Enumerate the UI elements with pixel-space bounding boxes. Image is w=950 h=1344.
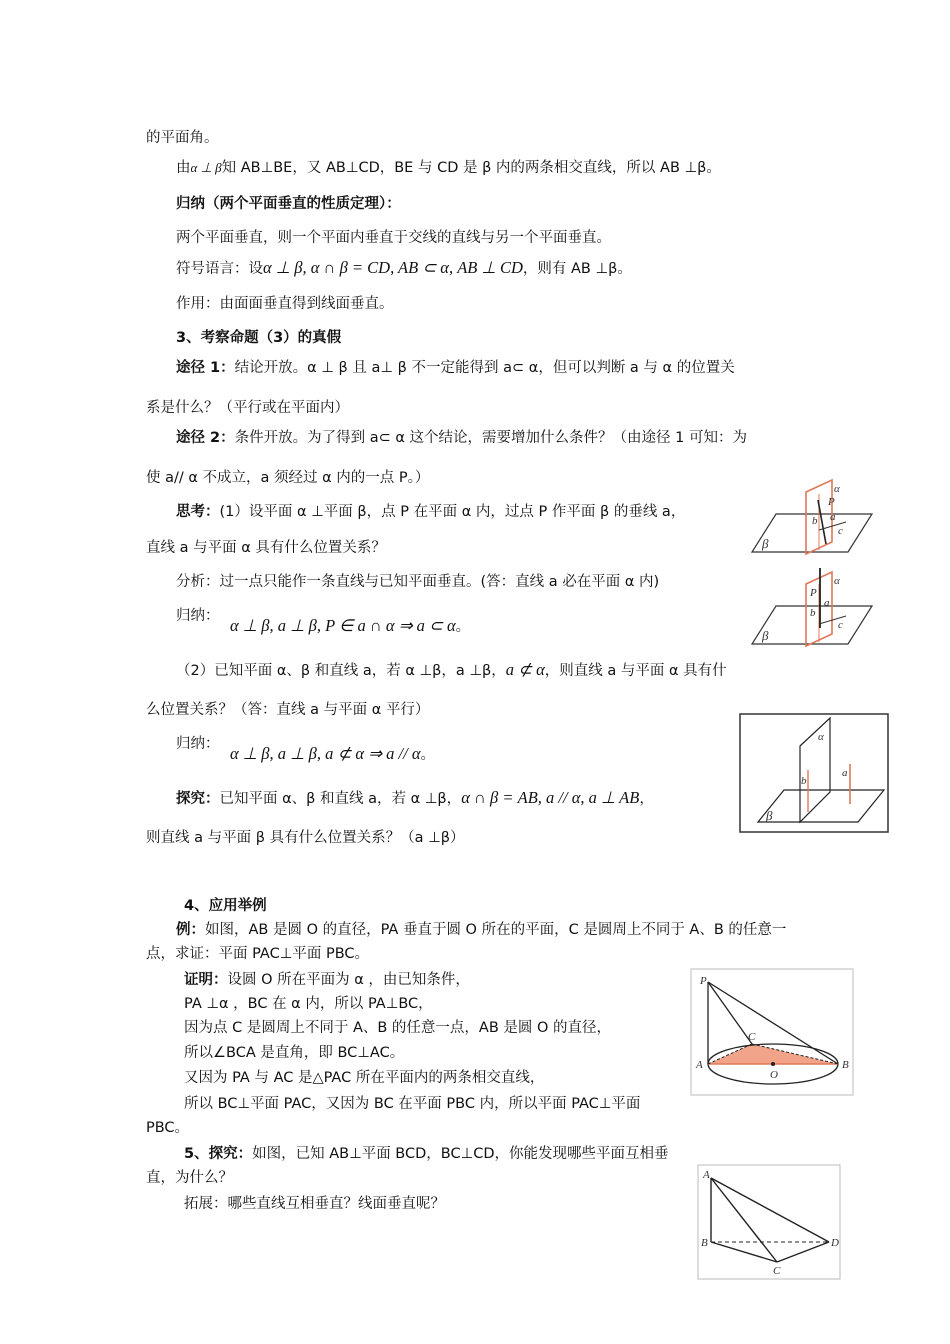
figure-frame [740,714,888,832]
section-heading: 归纳（两个平面垂直的性质定理）： [176,196,401,212]
bold-lead: 探究： [176,791,220,807]
text-fragment: 已知平面 α、β 和直线 a，若 α ⊥β， [219,791,462,807]
label-B: B [842,1059,849,1071]
label-b: b [810,607,816,619]
math-expression: α ⊥ β [190,160,222,175]
label-alpha: α [818,731,824,743]
text-line [176,920,786,940]
text-line [176,606,220,626]
figure-tetrahedron [697,1164,841,1280]
bold-lead: 途径 1： [176,360,235,376]
label-a: a [830,511,836,523]
text-fragment: 设圆 O 所在平面为 α ，由已知条件， [227,972,470,988]
label-c: c [838,619,843,631]
bold-lead: 例： [176,922,205,938]
figure-line-parallel-plane [738,712,890,834]
text-line: 所以∠BCA 是直角，即 BC⊥AC。 [184,1045,405,1061]
text-line: 分析：过一点只能作一条直线与已知平面垂直。(答：直线 a 必在平面 α 内) [176,574,660,590]
label-alpha: α [834,483,840,495]
math-expression: α ⊥ β, a ⊥ β, a ⊄ α ⇒ a // α [230,744,421,763]
text-fragment: 归纳： [176,608,220,624]
segment-PC [708,982,752,1044]
math-expression: α ⊥ β, α ∩ β = CD, AB ⊂ α, AB ⊥ CD [263,258,523,277]
label-c: c [838,525,843,537]
label-b: b [801,775,807,787]
bold-lead: 思考： [176,504,220,520]
label-C: C [773,1265,781,1277]
text-fragment: ，则直线 a 与平面 α 具有什 [544,663,727,679]
text-line: 因为点 C 是圆周上不同于 A、B 的任意一点，AB 是圆 O 的直径， [184,1020,612,1036]
text-line: 所以 BC⊥平面 PAC，又因为 BC 在平面 PBC 内，所以平面 PAC⊥平面 [184,1096,641,1112]
text-fragment: 归纳： [176,736,220,752]
text-fragment: 符号语言：设 [176,261,263,277]
text-fragment: 。 [455,619,471,635]
text-line: 点，求证：平面 PAC⊥平面 PBC。 [146,946,370,962]
label-P: P [810,587,817,599]
text-fragment: (1）设平面 α ⊥平面 β，点 P 在平面 α 内，过点 P 作平面 β 的垂线 a， [219,504,686,520]
segment-BC [711,1242,777,1262]
text-line: 则直线 a 与平面 β 具有什么位置关系？（a ⊥β） [146,830,465,846]
text-line: PBC。 [146,1120,190,1136]
text-line: PA ⊥α ，BC 在 α 内，所以 PA⊥BC， [184,996,433,1012]
label-beta: β [766,808,773,823]
text-fragment: 由 [176,160,191,176]
math-expression: a ⊄ α [505,660,545,679]
text-line: 拓展：哪些直线互相垂直？线面垂直呢？ [184,1196,445,1212]
math-line [230,744,435,765]
bold-lead: 5、探究： [184,1146,253,1162]
text-line [176,428,747,448]
label-alpha: α [834,575,840,587]
text-line [184,1144,669,1164]
label-D: D [831,1237,839,1249]
bold-lead: 证明： [184,972,228,988]
bold-lead: 途径 2： [176,430,235,446]
text-line [176,258,632,279]
section-heading: 3、考察命题（3）的真假 [176,330,342,346]
text-fragment: 结论开放。α ⊥ β 且 a⊥ β 不一定能得到 a⊂ α，但可以判断 a 与 α 的位置关 [234,360,735,376]
label-P: P [700,975,707,987]
text-line: 又因为 PA 与 AC 是△PAC 所在平面内的两条相交直线， [184,1070,545,1086]
plane-alpha [800,718,830,822]
text-fragment: 如图，已知 AB⊥平面 BCD，BC⊥CD，你能发现哪些平面互相垂 [252,1146,669,1162]
text-line: 两个平面垂直，则一个平面内垂直于交线的直线与另一个平面垂直。 [176,230,611,246]
math-expression: α ∩ β = AB, a // α, a ⊥ AB [461,788,640,807]
text-line [176,502,685,522]
label-O: O [770,1069,778,1081]
math-line [230,616,470,637]
segment-AC [711,1178,777,1262]
math-expression: α ⊥ β, a ⊥ β, P ∈ a ∩ α ⇒ a ⊂ α [230,616,456,635]
label-a: a [842,767,848,779]
label-beta: β [762,628,769,643]
text-line: 直，为什么？ [146,1170,233,1186]
text-line: 使 a// α 不成立，a 须经过 α 内的一点 P。） [146,470,430,486]
segment-CD [777,1242,829,1262]
figure-circle-PA [690,968,854,1096]
label-A: A [703,1169,710,1181]
center-point-O [771,1062,775,1066]
text-fragment: ，则有 AB ⊥β。 [522,261,632,277]
text-line [176,734,220,754]
text-line: 的平面角。 [146,130,219,146]
section-heading: 4、应用举例 [184,898,267,914]
triangle-ABC-fill [708,1044,838,1064]
text-line: 么位置关系？（答：直线 a 与平面 α 平行） [146,702,430,718]
text-line: 直线 a 与平面 α 具有什么位置关系？ [146,540,386,556]
text-line [184,970,470,990]
figure-perpendicular-planes-1 [748,478,876,558]
label-P: P [828,496,835,508]
plane-beta [758,790,884,822]
text-fragment: （2）已知平面 α、β 和直线 a，若 α ⊥β，a ⊥β， [176,663,506,679]
label-C: C [748,1031,756,1043]
segment-AD [711,1178,829,1242]
text-fragment: 如图，AB 是圆 O 的直径，PA 垂直于圆 O 所在的平面，C 是圆周上不同于 A、B 的任意一 [205,922,787,938]
text-fragment: 。 [420,747,435,763]
label-beta: β [762,536,769,551]
text-line [176,158,721,178]
text-line [176,358,735,378]
label-A: A [696,1059,703,1071]
text-line: 作用：由面面垂直得到线面垂直。 [176,296,394,312]
text-line [176,660,727,681]
text-fragment: 知 AB⊥BE，又 AB⊥CD，BE 与 CD 是 β 内的两条相交直线，所以 AB ⊥β。 [221,160,721,176]
figure-perpendicular-planes-2 [748,566,876,650]
label-b: b [812,515,818,527]
text-fragment: 条件开放。为了得到 a⊂ α 这个结论，需要增加什么条件？（由途径 1 可知：为 [234,430,748,446]
text-line [176,788,654,809]
label-a: a [824,597,830,609]
label-B: B [701,1237,708,1249]
text-fragment: ， [639,791,654,807]
text-line: 系是什么？（平行或在平面内） [146,400,349,416]
